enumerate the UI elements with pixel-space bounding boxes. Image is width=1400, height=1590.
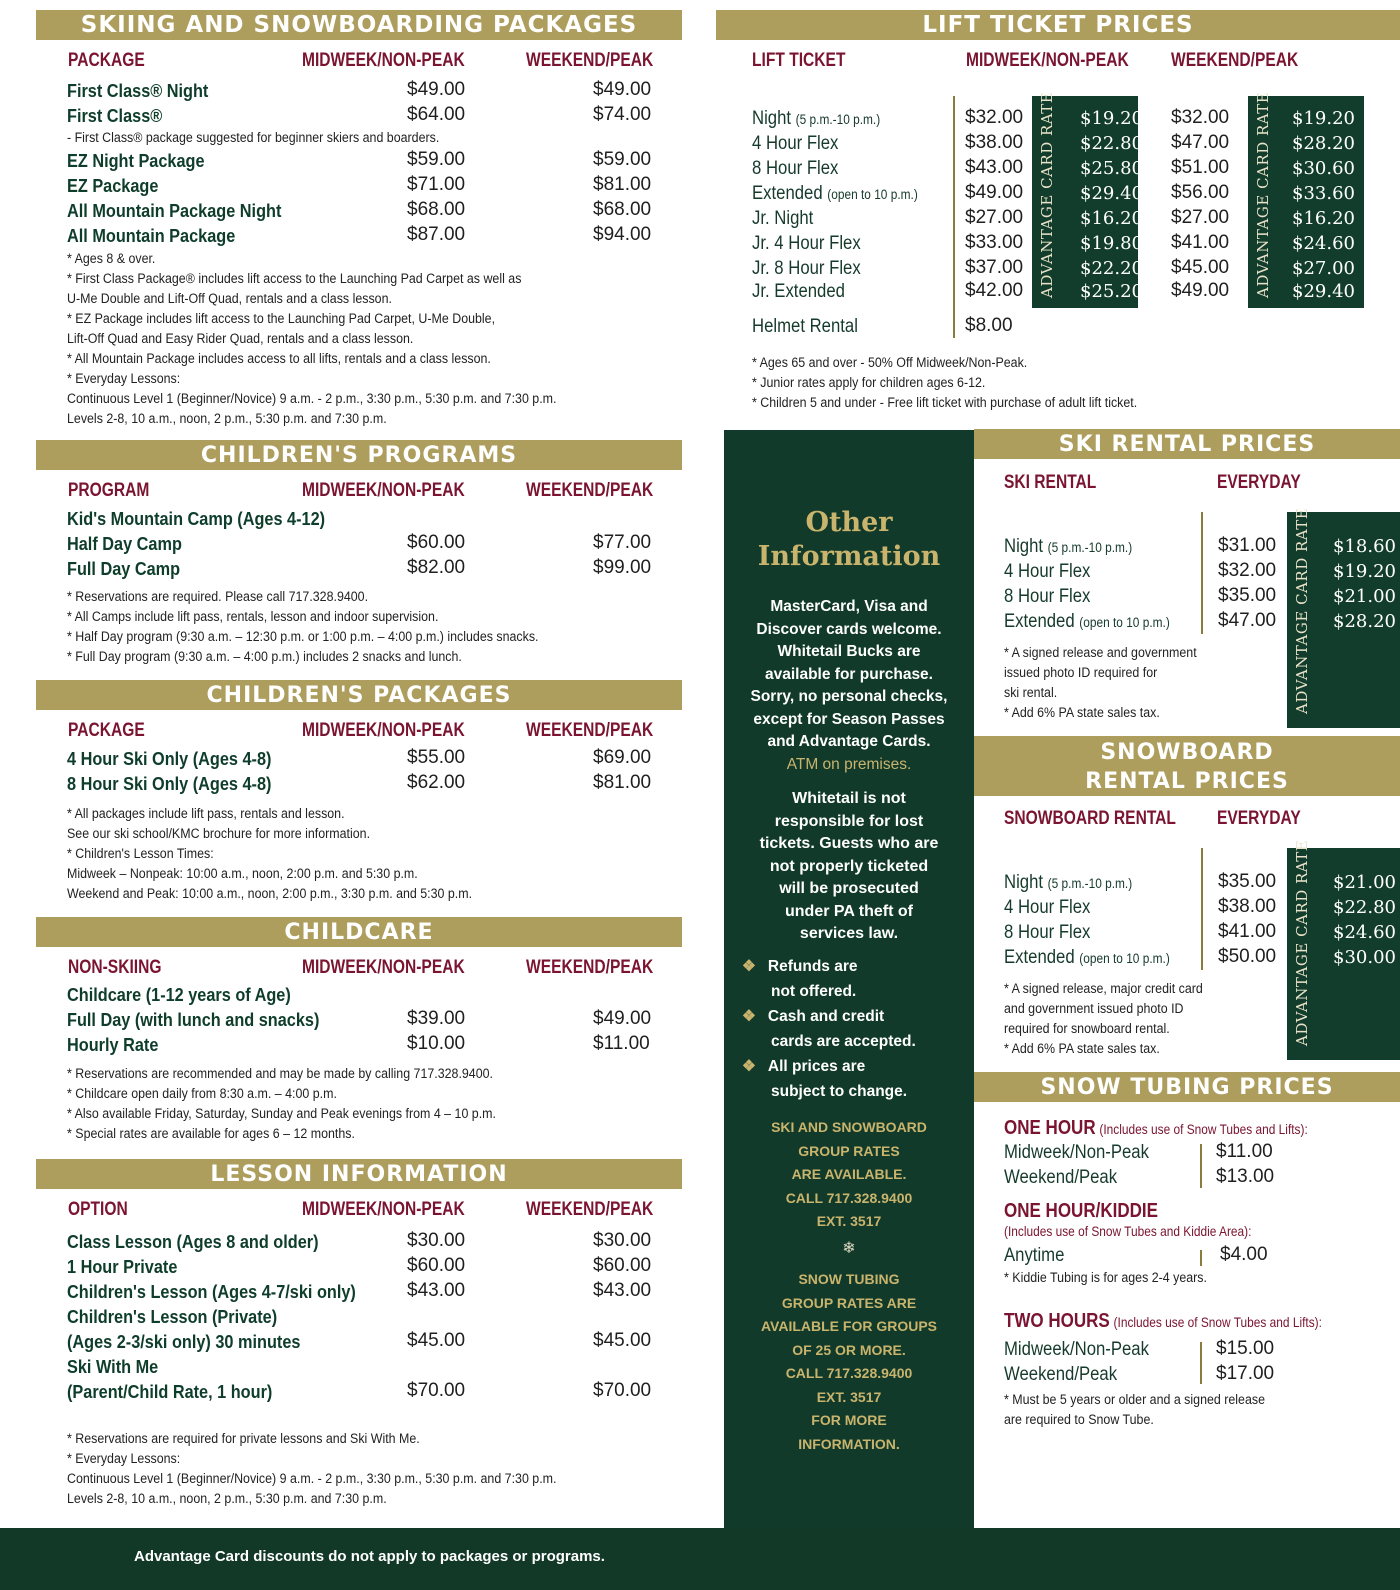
note-line: * Ages 8 & over. (67, 251, 156, 266)
col-everyday: EVERYDAY (1217, 808, 1301, 829)
kiddie-heading: ONE HOUR/KIDDIE (Includes use of Snow Tubes and Kiddie Area): (1004, 1200, 1252, 1239)
col-midweek: MIDWEEK/NON-PEAK (302, 1199, 465, 1220)
lift-row-label: Jr. Night (752, 208, 814, 229)
ski-rental-price: $47.00 (1218, 610, 1277, 631)
note-line: Lift-Off Quad and Easy Rider Quad, rentals and a class lesson. (67, 331, 414, 346)
tubing-price: $13.00 (1216, 1166, 1275, 1187)
package-name: EZ Night Package (67, 150, 205, 171)
diamond-icon: ❖ (742, 958, 756, 975)
lift-wk-price: $56.00 (1171, 182, 1230, 203)
lift-divider (953, 96, 955, 338)
package-name: 8 Hour Ski Only (Ages 4-8) (67, 773, 272, 794)
lesson-name: Children's Lesson (Private) (67, 1306, 278, 1327)
childcare-subhead: Childcare (1-12 years of Age) (67, 984, 291, 1005)
helmet-rental-label: Helmet Rental (752, 316, 858, 337)
lift-mid-adv-price: $25.20 (1080, 281, 1143, 302)
package-wk-price: $94.00 (593, 224, 652, 245)
helmet-rental-price: $8.00 (965, 315, 1013, 336)
lesson-name: (Parent/Child Rate, 1 hour) (67, 1381, 273, 1402)
lift-ticket-banner (716, 10, 1400, 40)
note-line: * Everyday Lessons: (67, 371, 181, 386)
tubing-label: Midweek/Non-Peak (1004, 1339, 1149, 1360)
note-line: * Reservations are required. Please call 717.328.9400. (67, 589, 369, 604)
lesson-mid-price: $45.00 (407, 1330, 466, 1351)
lift-mid-adv-price: $25.80 (1080, 158, 1143, 179)
group-rates-tubing: SNOW TUBING GROUP RATES ARE AVAILABLE FOR GROUPS OF 25 OR MORE. CALL 717.328.9400 EXT. 3517 FOR MORE INFORMATION. (760, 1271, 938, 1452)
lesson-wk-price: $30.00 (593, 1230, 652, 1251)
tubing-divider (1200, 1144, 1202, 1188)
one-hour-heading: ONE HOUR (Includes use of Snow Tubes and Lifts): (1004, 1117, 1308, 1139)
lessons-title: LESSON INFORMATION (210, 1162, 508, 1187)
snowboard-rental-price: $38.00 (1218, 896, 1277, 917)
package-wk-price: $81.00 (593, 772, 652, 793)
note-line: * Add 6% PA state sales tax. (1004, 1041, 1160, 1056)
package-mid-price: $49.00 (407, 79, 466, 100)
note-line: are required to Snow Tube. (1004, 1412, 1154, 1427)
lift-mid-adv-price: $22.80 (1080, 133, 1143, 154)
advantage-card-rate-label: ADVANTAGE CARD RATE (1293, 839, 1311, 1046)
col-midweek: MIDWEEK/NON-PEAK (302, 720, 465, 741)
ski-rental-adv-price: $28.20 (1333, 611, 1396, 632)
package-name: First Class® Night (67, 80, 209, 101)
snowboard-title-line: SNOWBOARD (1100, 740, 1274, 765)
package-mid-price: $62.00 (407, 772, 466, 793)
note-line: Levels 2-8, 10 a.m., noon, 2 p.m., 5:30 p.m. and 7:30 p.m. (67, 411, 387, 426)
tubing-price: $17.00 (1216, 1363, 1275, 1384)
package-name: All Mountain Package (67, 225, 236, 246)
program-mid-price: $82.00 (407, 557, 466, 578)
lift-wk-adv-price: $19.20 (1292, 108, 1355, 129)
two-hours-heading: TWO HOURS (Includes use of Snow Tubes and Lifts): (1004, 1310, 1322, 1332)
childcare-mid-price: $39.00 (407, 1008, 466, 1029)
childcare-title: CHILDCARE (284, 920, 434, 945)
lift-wk-price: $51.00 (1171, 157, 1230, 178)
children-packages-title: CHILDREN'S PACKAGES (206, 683, 512, 708)
ski-rental-price: $35.00 (1218, 585, 1277, 606)
tubing-label: Midweek/Non-Peak (1004, 1142, 1149, 1163)
program-wk-price: $77.00 (593, 532, 652, 553)
lesson-mid-price: $60.00 (407, 1255, 466, 1276)
package-mid-price: $55.00 (407, 747, 466, 768)
lift-mid-adv-price: $22.20 (1080, 258, 1143, 279)
note-line: * Special rates are available for ages 6 – 12 months. (67, 1126, 355, 1141)
lift-row-label: 4 Hour Flex (752, 133, 839, 154)
lift-row-label: Jr. 8 Hour Flex (752, 258, 861, 279)
package-mid-price: $87.00 (407, 224, 466, 245)
note-line: * Children's Lesson Times: (67, 846, 214, 861)
first-class-note: - First Class® package suggested for beginner skiers and boarders. (67, 130, 440, 145)
note-line: * Children 5 and under - Free lift ticket with purchase of adult lift ticket. (752, 395, 1138, 410)
note-line: and government issued photo ID (1004, 1001, 1184, 1016)
lift-wk-adv-price: $24.60 (1292, 233, 1355, 254)
col-option: OPTION (68, 1199, 128, 1220)
lesson-wk-price: $70.00 (593, 1380, 652, 1401)
snowboard-rental-price: $41.00 (1218, 921, 1277, 942)
lesson-name: Class Lesson (Ages 8 and older) (67, 1231, 319, 1252)
tubing-divider (1200, 1250, 1202, 1266)
ski-rental-price: $32.00 (1218, 560, 1277, 581)
lift-ticket-title: LIFT TICKET PRICES (922, 12, 1194, 38)
lift-wk-price: $32.00 (1171, 107, 1230, 128)
note-line: * Full Day program (9:30 a.m. – 4:00 p.m.) includes 2 snacks and lunch. (67, 649, 462, 664)
snowboard-rental-label: Night (5 p.m.-10 p.m.) (1004, 872, 1133, 893)
note-line: * All Mountain Package includes access to all lifts, rentals and a class lesson. (67, 351, 491, 366)
tubing-price: $4.00 (1220, 1244, 1268, 1265)
ski-rental-label: Night (5 p.m.-10 p.m.) (1004, 536, 1133, 557)
snowboard-divider (1201, 848, 1203, 970)
package-wk-price: $49.00 (593, 79, 652, 100)
other-information-panel (724, 430, 974, 1528)
lift-wk-price: $27.00 (1171, 207, 1230, 228)
childcare-wk-price: $49.00 (593, 1008, 652, 1029)
lessons-banner (36, 1159, 682, 1189)
ski-rental-banner (974, 429, 1400, 459)
col-snowboard-rental: SNOWBOARD RENTAL (1004, 808, 1176, 829)
package-wk-price: $81.00 (593, 174, 652, 195)
col-midweek: MIDWEEK/NON-PEAK (302, 480, 465, 501)
note-line: * A signed release, major credit card (1004, 981, 1203, 996)
ski-rental-divider (1201, 512, 1203, 634)
col-everyday: EVERYDAY (1217, 472, 1301, 493)
childcare-mid-price: $10.00 (407, 1033, 466, 1054)
package-wk-price: $74.00 (593, 104, 652, 125)
lesson-wk-price: $60.00 (593, 1255, 652, 1276)
lift-wk-price: $47.00 (1171, 132, 1230, 153)
kiddie-footnote: * Kiddie Tubing is for ages 2-4 years. (1004, 1270, 1207, 1285)
ski-rental-label: 4 Hour Flex (1004, 561, 1091, 582)
other-title-line: Other (805, 507, 893, 538)
snowboard-rental-label: 8 Hour Flex (1004, 922, 1091, 943)
skiing-packages-title: SKIING AND SNOWBOARDING PACKAGES (80, 12, 638, 38)
col-weekend: WEEKEND/PEAK (526, 1199, 654, 1220)
snowboard-rental-adv-price: $24.60 (1333, 922, 1396, 943)
footer-bar (0, 1528, 1400, 1590)
ski-rental-adv-price: $21.00 (1333, 586, 1396, 607)
liability-info: Whitetail is not responsible for lost tickets. Guests who are not properly ticketed will be prosecuted under PA theft of services law. (759, 790, 939, 942)
lift-wk-adv-price: $30.60 (1292, 158, 1355, 179)
lift-mid-adv-price: $19.80 (1080, 233, 1143, 254)
ski-rental-label: Extended (open to 10 p.m.) (1004, 611, 1170, 632)
bullet-payment: ❖ Cash and credit cards are accepted. (742, 1008, 916, 1050)
advantage-card-rate-label: ADVANTAGE CARD RATE (1293, 507, 1311, 714)
package-name: EZ Package (67, 175, 159, 196)
note-line: Levels 2-8, 10 a.m., noon, 2 p.m., 5:30 p.m. and 7:30 p.m. (67, 1491, 387, 1506)
lift-wk-adv-price: $29.40 (1292, 281, 1355, 302)
note-line: * Also available Friday, Saturday, Sunday and Peak evenings from 4 – 10 p.m. (67, 1106, 496, 1121)
package-mid-price: $64.00 (407, 104, 466, 125)
col-midweek: MIDWEEK/NON-PEAK (966, 50, 1129, 71)
package-name: 4 Hour Ski Only (Ages 4-8) (67, 748, 272, 769)
package-wk-price: $59.00 (593, 149, 652, 170)
lift-mid-price: $49.00 (965, 182, 1024, 203)
lift-mid-price: $37.00 (965, 257, 1024, 278)
lift-wk-adv-price: $16.20 (1292, 208, 1355, 229)
note-line: Midweek – Nonpeak: 10:00 a.m., noon, 2:00 p.m. and 5:30 p.m. (67, 866, 418, 881)
tubing-divider (1200, 1342, 1202, 1384)
snowboard-rental-banner (974, 736, 1400, 796)
snow-tubing-banner (974, 1072, 1400, 1102)
program-wk-price: $99.00 (593, 557, 652, 578)
note-line: * Reservations are recommended and may be made by calling 717.328.9400. (67, 1066, 493, 1081)
diamond-icon: ❖ (742, 1008, 756, 1025)
lift-mid-adv-price: $16.20 (1080, 208, 1143, 229)
note-line: See our ski school/KMC brochure for more information. (67, 826, 371, 841)
ski-rental-label: 8 Hour Flex (1004, 586, 1091, 607)
snowboard-rental-label: Extended (open to 10 p.m.) (1004, 947, 1170, 968)
lift-mid-price: $33.00 (965, 232, 1024, 253)
col-package: PACKAGE (68, 720, 145, 741)
program-mid-price: $60.00 (407, 532, 466, 553)
tubing-price: $11.00 (1216, 1141, 1273, 1162)
col-midweek: MIDWEEK/NON-PEAK (302, 50, 465, 71)
note-line: * Childcare open daily from 8:30 a.m. – 4:00 p.m. (67, 1086, 337, 1101)
childcare-name: Hourly Rate (67, 1034, 159, 1055)
bullet-refunds: ❖ Refunds are not offered. (742, 958, 858, 1000)
package-name: First Class® (67, 105, 163, 126)
lesson-wk-price: $45.00 (593, 1330, 652, 1351)
col-weekend: WEEKEND/PEAK (526, 50, 654, 71)
snowboard-rental-price: $35.00 (1218, 871, 1277, 892)
other-title-line: Information (757, 541, 941, 572)
note-line: * Ages 65 and over - 50% Off Midweek/Non-Peak. (752, 355, 1028, 370)
note-line: * Must be 5 years or older and a signed release (1004, 1392, 1265, 1407)
package-mid-price: $59.00 (407, 149, 466, 170)
note-line: * Everyday Lessons: (67, 1451, 181, 1466)
footer-disclaimer: Advantage Card discounts do not apply to packages or programs. (134, 1548, 605, 1565)
note-line: * First Class Package® includes lift access to the Launching Pad Carpet as well as (67, 271, 522, 286)
lift-row-label: Night (5 p.m.-10 p.m.) (752, 108, 881, 129)
tubing-label: Weekend/Peak (1004, 1364, 1118, 1385)
lift-wk-adv-price: $33.60 (1292, 183, 1355, 204)
ski-rental-price: $31.00 (1218, 535, 1277, 556)
lift-mid-price: $42.00 (965, 280, 1024, 301)
note-line: U-Me Double and Lift-Off Quad, rentals and a class lesson. (67, 291, 392, 306)
diamond-icon: ❖ (742, 1058, 756, 1075)
lesson-name: Ski With Me (67, 1356, 159, 1377)
lift-wk-adv-price: $28.20 (1292, 133, 1355, 154)
lift-row-label: Jr. Extended (752, 281, 845, 302)
package-mid-price: $68.00 (407, 199, 466, 220)
lift-row-label: 8 Hour Flex (752, 158, 839, 179)
col-weekend: WEEKEND/PEAK (526, 480, 654, 501)
lift-mid-price: $32.00 (965, 107, 1024, 128)
childcare-banner (36, 917, 682, 947)
snowboard-rental-adv-price: $22.80 (1333, 897, 1396, 918)
lift-row-label: Jr. 4 Hour Flex (752, 233, 861, 254)
snowboard-rental-adv-price: $21.00 (1333, 872, 1396, 893)
lift-mid-adv-price: $19.20 (1080, 108, 1143, 129)
lesson-mid-price: $30.00 (407, 1230, 466, 1251)
children-programs-title: CHILDREN'S PROGRAMS (200, 443, 518, 468)
program-name: Half Day Camp (67, 533, 182, 554)
snowflake-icon: ❄ (842, 1240, 856, 1257)
snowboard-title-line: RENTAL PRICES (1085, 769, 1289, 794)
lesson-mid-price: $43.00 (407, 1280, 466, 1301)
kids-camp-subhead: Kid's Mountain Camp (Ages 4-12) (67, 508, 326, 529)
program-name: Full Day Camp (67, 558, 181, 579)
package-mid-price: $71.00 (407, 174, 466, 195)
snow-tubing-title: SNOW TUBING PRICES (1040, 1075, 1334, 1100)
package-wk-price: $69.00 (593, 747, 652, 768)
lift-mid-price: $27.00 (965, 207, 1024, 228)
tubing-label: Weekend/Peak (1004, 1167, 1118, 1188)
col-weekend: WEEKEND/PEAK (1171, 50, 1299, 71)
note-line: * EZ Package includes lift access to the Launching Pad Carpet, U-Me Double, (67, 311, 496, 326)
col-ski-rental: SKI RENTAL (1004, 472, 1097, 493)
lift-mid-price: $38.00 (965, 132, 1024, 153)
other-info-title (724, 506, 974, 574)
col-non-skiing: NON-SKIING (68, 957, 162, 978)
lift-row-label: Extended (open to 10 p.m.) (752, 183, 918, 204)
note-line: * Half Day program (9:30 a.m. – 12:30 p.m. or 1:00 p.m. – 4:00 p.m.) includes snacks. (67, 629, 539, 644)
col-lift-ticket: LIFT TICKET (752, 50, 846, 71)
lift-wk-price: $49.00 (1171, 280, 1230, 301)
lift-wk-adv-price: $27.00 (1292, 258, 1355, 279)
note-line: * A signed release and government (1004, 645, 1197, 660)
childcare-wk-price: $11.00 (593, 1033, 650, 1054)
note-line: Continuous Level 1 (Beginner/Novice) 9 a.m. - 2 p.m., 3:30 p.m., 5:30 p.m. and 7:30 p.m. (67, 1471, 557, 1486)
childcare-name: Full Day (with lunch and snacks) (67, 1009, 320, 1030)
advantage-card-rate-label: ADVANTAGE CARD RATE (1038, 91, 1056, 298)
package-wk-price: $68.00 (593, 199, 652, 220)
ski-rental-adv-price: $19.20 (1333, 561, 1396, 582)
bullet-prices: ❖ All prices are subject to change. (742, 1058, 908, 1100)
note-line: * Junior rates apply for children ages 6-12. (752, 375, 986, 390)
tubing-label: Anytime (1004, 1245, 1065, 1266)
note-line: Weekend and Peak: 10:00 a.m., noon, 2:00 p.m., 3:30 p.m. and 5:30 p.m. (67, 886, 473, 901)
note-line: * All Camps include lift pass, rentals, lesson and indoor supervision. (67, 609, 439, 624)
children-programs-banner (36, 440, 682, 470)
note-line: required for snowboard rental. (1004, 1021, 1170, 1036)
snowboard-rental-price: $50.00 (1218, 946, 1277, 967)
note-line: * All packages include lift pass, rentals and lesson. (67, 806, 345, 821)
skiing-packages-banner (36, 10, 682, 40)
ski-rental-title: SKI RENTAL PRICES (1058, 432, 1316, 457)
note-line: * Add 6% PA state sales tax. (1004, 705, 1160, 720)
package-name: All Mountain Package Night (67, 200, 282, 221)
note-line: * Reservations are required for private lessons and Ski With Me. (67, 1431, 420, 1446)
lesson-name: 1 Hour Private (67, 1256, 178, 1277)
payment-info: MasterCard, Visa and Discover cards welcome. Whitetail Bucks are available for purchase. Sorry, no personal checks, except for Season Passes and Advantage Cards. ATM on premises. (724, 596, 974, 776)
tubing-price: $15.00 (1216, 1338, 1275, 1359)
col-weekend: WEEKEND/PEAK (526, 720, 654, 741)
lesson-name: (Ages 2-3/ski only) 30 minutes (67, 1331, 301, 1352)
col-package: PACKAGE (68, 50, 145, 71)
note-line: ski rental. (1004, 685, 1058, 700)
advantage-card-rate-label: ADVANTAGE CARD RATE (1254, 91, 1272, 298)
lift-mid-price: $43.00 (965, 157, 1024, 178)
snowboard-rental-adv-price: $30.00 (1333, 947, 1396, 968)
col-weekend: WEEKEND/PEAK (526, 957, 654, 978)
note-line: issued photo ID required for (1004, 665, 1158, 680)
lift-wk-price: $45.00 (1171, 257, 1230, 278)
lesson-mid-price: $70.00 (407, 1380, 466, 1401)
group-rates-ski: SKI AND SNOWBOARD GROUP RATES ARE AVAILABLE. CALL 717.328.9400 EXT. 3517 (771, 1119, 927, 1229)
lift-mid-adv-price: $29.40 (1080, 183, 1143, 204)
col-program: PROGRAM (68, 480, 150, 501)
lesson-wk-price: $43.00 (593, 1280, 652, 1301)
lift-wk-price: $41.00 (1171, 232, 1230, 253)
col-midweek: MIDWEEK/NON-PEAK (302, 957, 465, 978)
atm-note: ATM on premises. (786, 755, 912, 773)
ski-rental-adv-price: $18.60 (1333, 536, 1396, 557)
snowboard-rental-label: 4 Hour Flex (1004, 897, 1091, 918)
children-packages-banner (36, 680, 682, 710)
note-line: Continuous Level 1 (Beginner/Novice) 9 a.m. - 2 p.m., 3:30 p.m., 5:30 p.m. and 7:30 p.m. (67, 391, 557, 406)
lesson-name: Children's Lesson (Ages 4-7/ski only) (67, 1281, 356, 1302)
